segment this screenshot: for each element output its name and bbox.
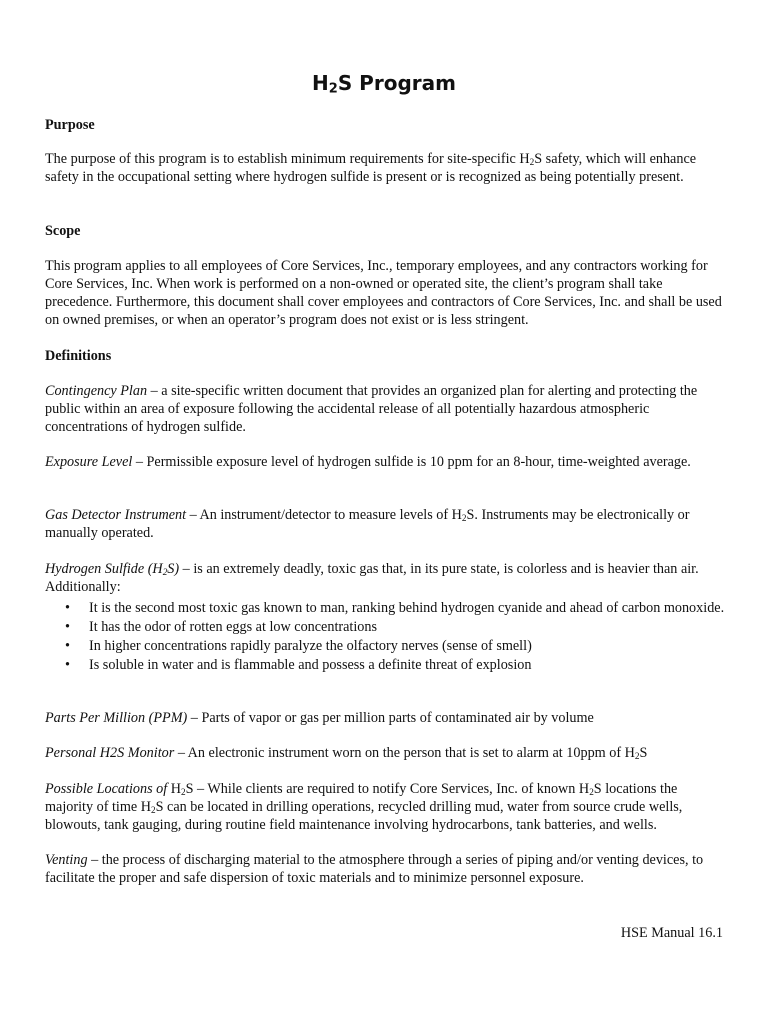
purpose-heading: Purpose	[45, 117, 95, 133]
list-item: • It has the odor of rotten eggs at low concentrations	[45, 618, 725, 636]
scope-paragraph: This program applies to all employees of Core Services, Inc., temporary employees, and any contractors working for Core Services, Inc. When work is performed on a non-owned or operated site, the client’s program shall take precedence. Furthermore, this document shall cover employees and contractors of Core Services, Inc. and shall be used on owned premises, or when an operator’s program does not exist or is less stringent.	[45, 258, 722, 328]
definition-hydrogen-sulfide: Hydrogen Sulfide $(H_2S)$ – is an extremely deadly, toxic gas that, in its pure state, is colorless and is heavier than air. Additionally:	[45, 561, 699, 595]
definition-possible-locations: Possible Locations of $H_2S$ – While clients are required to notify Core Services, Inc. of known $H_2S$ locations the majority of time $H_2S$ can be located in drilling operations, recycled drilling mud, water from source crude wells, blowouts, tank gauging, during routine field maintenance involving hydrocarbons, tank batteries, and wells.	[45, 781, 683, 833]
purpose-paragraph: The purpose of this program is to establish minimum requirements for site-specific $H_2S$ safety, which will enhance safety in the occupational setting where hydrogen sulfide is present or is recognized as being potentially present.	[45, 151, 697, 185]
definition-exposure-level: Exposure Level – Permissible exposure level of hydrogen sulfide is 10 ppm for an 8-hour, time-weighted average.	[45, 454, 691, 470]
definition-ppm: Parts Per Million (PPM) – Parts of vapor or gas per million parts of contaminated air by volume	[45, 710, 594, 726]
scope-heading: Scope	[45, 223, 81, 239]
page-footer: HSE Manual 16.1	[620, 925, 723, 941]
list-item: • It is the second most toxic gas known to man, ranking behind hydrogen cyanide and ahead of carbon monoxide.	[45, 599, 725, 617]
definition-contingency-plan: Contingency Plan – a site-specific written document that provides an organized plan for alerting and protecting the public within an area of exposure following the accidental release of all potentially hazardous atmospheric concentrations of hydrogen sulfide.	[45, 383, 698, 435]
definition-gas-detector: Gas Detector Instrument – An instrument/detector to measure levels of $H_2S$. Instruments may be electronically or manually operated.	[45, 507, 690, 541]
page-title: $H_2S$ Program	[312, 71, 456, 97]
definitions-heading: Definitions	[45, 348, 112, 364]
list-item: • In higher concentrations rapidly paralyze the olfactory nerves (sense of smell)	[45, 637, 725, 655]
definition-personal-monitor: Personal H2S Monitor – An electronic instrument worn on the person that is set to alarm at 10ppm of $H_2S$	[45, 745, 648, 761]
definition-venting: Venting – the process of discharging material to the atmosphere through a series of piping and/or venting devices, to facilitate the proper and safe dispersion of toxic materials and to minimize personnel exposure.	[45, 852, 704, 886]
h2s-facts-list	[45, 599, 725, 675]
list-item: • Is soluble in water and is flammable and possess a definite threat of explosion	[45, 656, 725, 674]
